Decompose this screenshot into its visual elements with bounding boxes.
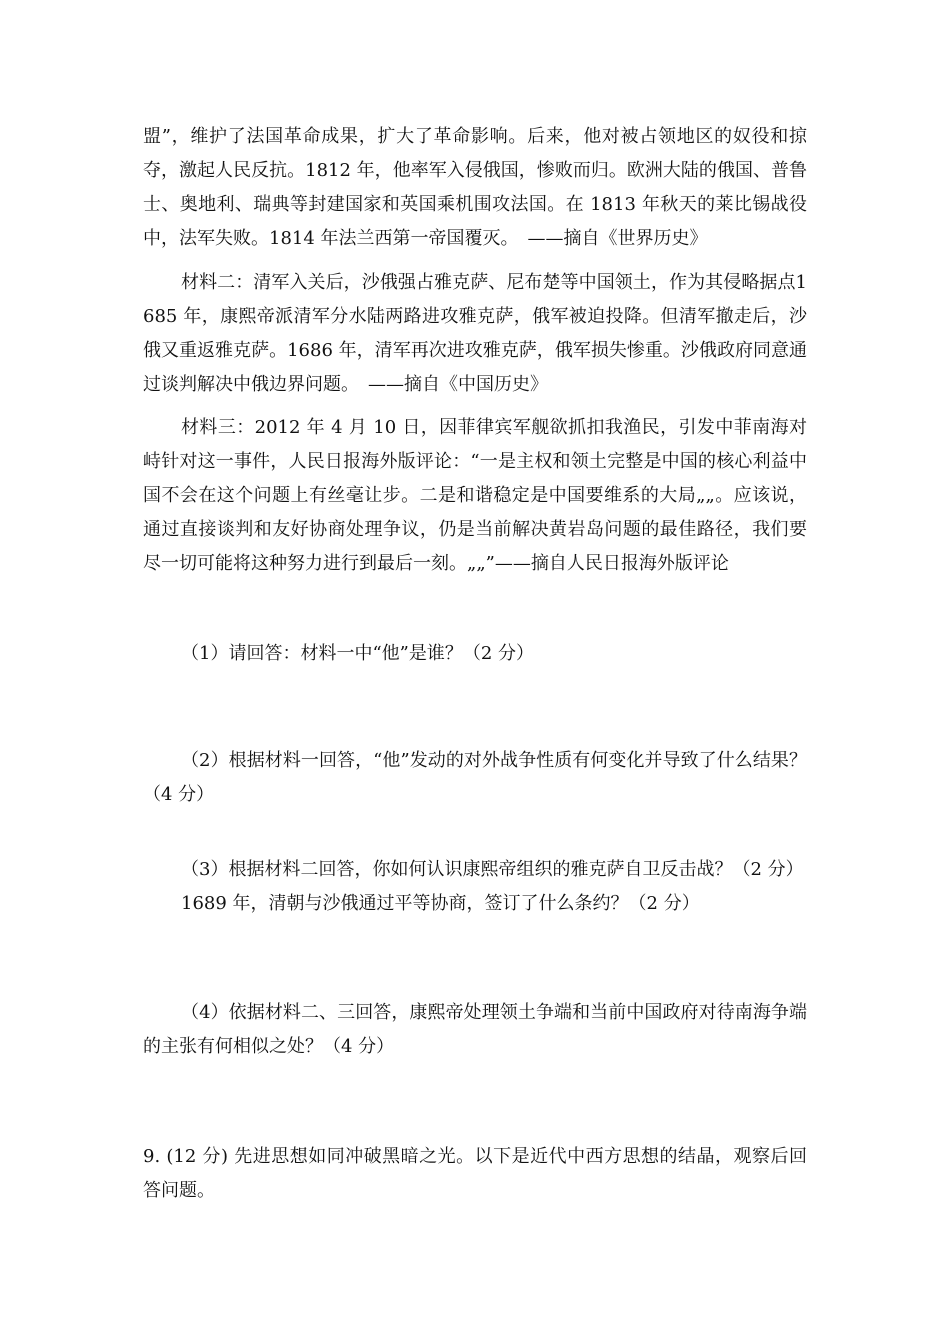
question-3b: 1689 年，清朝与沙俄通过平等协商，签订了什么条约？（2 分） xyxy=(181,893,700,914)
question-1: （1）请回答：材料一中“他”是谁？（2 分） xyxy=(181,643,535,664)
material-one-continuation: 盟”，维护了法国革命成果，扩大了革命影响。后来，他对被占领地区的奴役和掠夺，激起人民反抗。1812 年，他率军入侵俄国，惨败而归。欧洲大陆的俄国、普鲁士、奥地利、瑞典等封建国家和英国乘机围攻法国。在 1813 年秋天的莱比锡战役中，法军失败。1814 年法兰西第一帝国覆灭。 ——摘自《世界历史》 xyxy=(143,126,807,249)
question-4: （4）依据材料二、三回答，康熙帝处理领土争端和当前中国政府对待南海争端的主张有何相似之处？（4 分） xyxy=(143,1002,807,1057)
question-3a: （3）根据材料二回答，你如何认识康熙帝组织的雅克萨自卫反击战？（2 分） xyxy=(181,859,804,880)
question-2: （2）根据材料一回答，“他”发动的对外战争性质有何变化并导致了什么结果？（4 分） xyxy=(143,750,807,805)
question-9-heading: 9. (12 分) 先进思想如同冲破黑暗之光。以下是近代中西方思想的结晶，观察后回答问题。 xyxy=(143,1146,807,1201)
material-three: 材料三：2012 年 4 月 10 日，因菲律宾军舰欲抓扣我渔民，引发中菲南海对峙针对这一事件，人民日报海外版评论：“一是主权和领土完整是中国的核心利益中国不会在这个问题上有丝毫让步。二是和谐稳定是中国要维系的大局„„。应该说，通过直接谈判和友好协商处理争议，仍是当前解决黄岩岛问题的最佳路径，我们要尽一切可能将这种努力进行到最后一刻。„„”——摘自人民日报海外版评论 xyxy=(143,417,807,574)
material-two: 材料二：清军入关后，沙俄强占雅克萨、尼布楚等中国领土，作为其侵略据点1685 年，康熙帝派清军分水陆两路进攻雅克萨，俄军被迫投降。但清军撤走后，沙俄又重返雅克萨。1686 年，清军再次进攻雅克萨，俄军损失惨重。沙俄政府同意通过谈判解决中俄边界问题。 ——摘自《中国历史》 xyxy=(143,272,807,395)
